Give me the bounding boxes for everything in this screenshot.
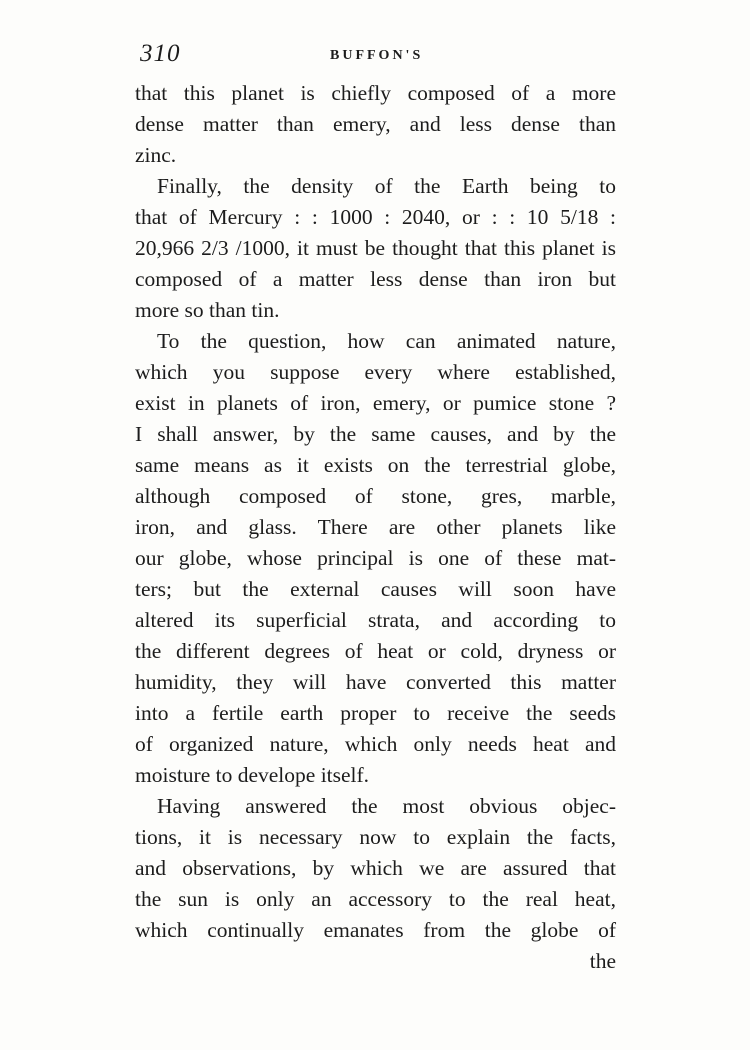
- text-line: and observations, by which we are assured that: [135, 856, 616, 880]
- text-line: altered its superficial strata, and according to: [135, 608, 616, 632]
- text-line: more so than tin.: [135, 298, 280, 322]
- text-line: same means as it exists on the terrestrial globe,: [135, 453, 616, 477]
- text-line: the sun is only an accessory to the real heat,: [135, 887, 616, 911]
- text-line: the different degrees of heat or cold, dryness or: [135, 639, 616, 663]
- text-line: tions, it is necessary now to explain the facts,: [135, 825, 616, 849]
- text-line: dense matter than emery, and less dense than: [135, 112, 616, 136]
- page-header: [140, 40, 616, 72]
- text-line: that of Mercury : : 1000 : 2040, or : : 10 5/18 :: [135, 205, 616, 229]
- text-line: I shall answer, by the same causes, and by the: [135, 422, 616, 446]
- page-number: 310: [140, 40, 181, 67]
- text-line: iron, and glass. There are other planets like: [135, 515, 616, 539]
- running-head: BUFFON'S: [330, 48, 424, 63]
- text-line: our globe, whose principal is one of these mat-: [135, 546, 616, 570]
- text-line: To the question, how can animated nature,: [157, 329, 616, 353]
- body-text: [135, 78, 616, 977]
- text-line: that this planet is chiefly composed of a more: [135, 81, 616, 105]
- text-line: humidity, they will have converted this matter: [135, 670, 616, 694]
- text-line: composed of a matter less dense than iron but: [135, 267, 616, 291]
- text-line: which continually emanates from the globe of: [135, 918, 616, 942]
- text-line: Having answered the most obvious objec-: [157, 794, 616, 818]
- text-line: exist in planets of iron, emery, or pumice stone ?: [135, 391, 616, 415]
- text-line: into a fertile earth proper to receive the seeds: [135, 701, 616, 725]
- catchword: the: [589, 949, 616, 973]
- text-line: ters; but the external causes will soon have: [135, 577, 616, 601]
- text-line: although composed of stone, gres, marble,: [135, 484, 616, 508]
- text-line: Finally, the density of the Earth being to: [157, 174, 616, 198]
- text-line: which you suppose every where established,: [135, 360, 616, 384]
- text-line: 20,966 2/3 /1000, it must be thought that this planet is: [135, 236, 616, 260]
- text-line: of organized nature, which only needs heat and: [135, 732, 616, 756]
- text-line: zinc.: [135, 143, 177, 167]
- text-line: moisture to develope itself.: [135, 763, 370, 787]
